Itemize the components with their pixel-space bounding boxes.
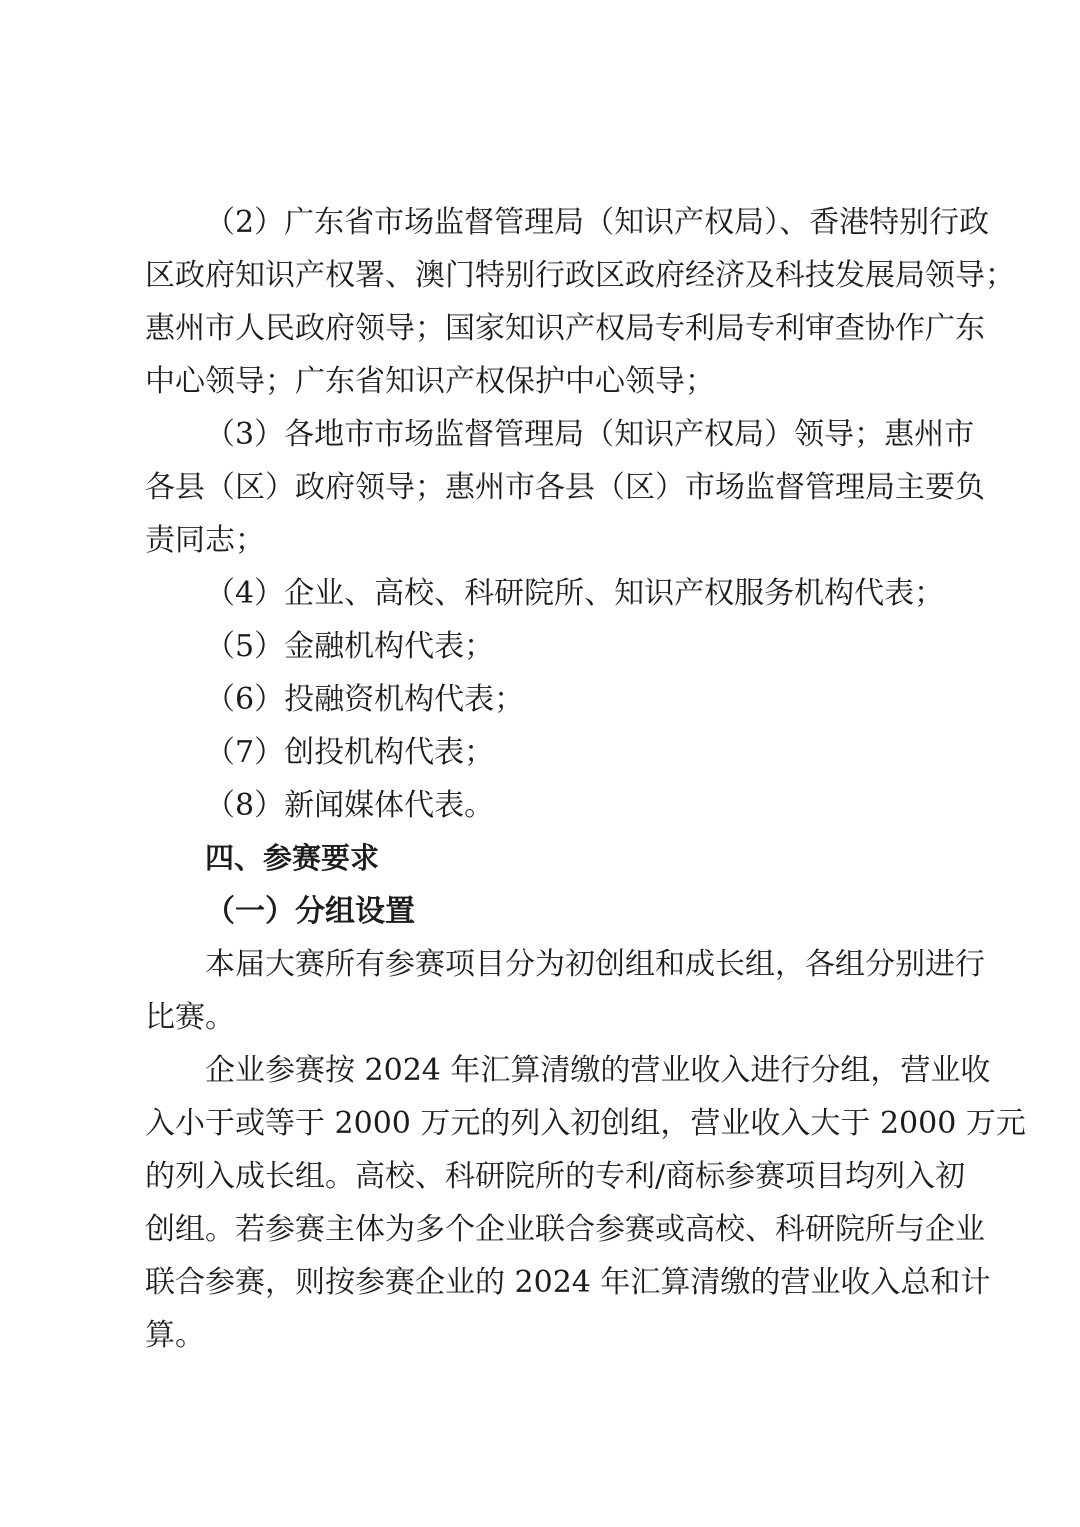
text-line: 联合参赛，则按参赛企业的 2024 年汇算清缴的营业收入总和计 [145, 1265, 991, 1300]
text-line: （5）金融机构代表； [205, 629, 495, 664]
document-body [145, 196, 1026, 1362]
text-line: （2）广东省市场监督管理局（知识产权局）、香港特别行政 [205, 205, 990, 240]
text-line: 算。 [145, 1318, 205, 1353]
text-line: 比赛。 [145, 1000, 235, 1035]
subsection-heading: （一）分组设置 [205, 894, 415, 929]
text-line: 创组。若参赛主体为多个企业联合参赛或高校、科研院所与企业 [145, 1212, 985, 1247]
text-line: 企业参赛按 2024 年汇算清缴的营业收入进行分组，营业收 [205, 1053, 991, 1088]
section-heading: 四、参赛要求 [205, 841, 380, 875]
text-line: （6）投融资机构代表； [205, 682, 525, 717]
text-line: 的列入成长组。高校、科研院所的专利/商标参赛项目均列入初 [145, 1159, 966, 1194]
text-line: （8）新闻媒体代表。 [205, 788, 495, 823]
text-line: （4）企业、高校、科研院所、知识产权服务机构代表； [205, 576, 945, 611]
text-line: 入小于或等于 2000 万元的列入初创组，营业收入大于 2000 万元 [145, 1106, 1026, 1141]
text-line: （7）创投机构代表； [205, 735, 495, 770]
text-line: 中心领导；广东省知识产权保护中心领导； [145, 364, 715, 399]
text-line: 责同志； [145, 523, 265, 558]
text-line: 各县（区）政府领导；惠州市各县（区）市场监督管理局主要负 [145, 470, 985, 505]
text-line: 惠州市人民政府领导；国家知识产权局专利局专利审查协作广东 [145, 311, 985, 346]
text-line: （3）各地市市场监督管理局（知识产权局）领导；惠州市 [205, 417, 975, 452]
text-line: 本届大赛所有参赛项目分为初创组和成长组，各组分别进行 [205, 947, 985, 982]
text-line: 区政府知识产权署、澳门特别行政区政府经济及科技发展局领导； [145, 258, 1015, 293]
